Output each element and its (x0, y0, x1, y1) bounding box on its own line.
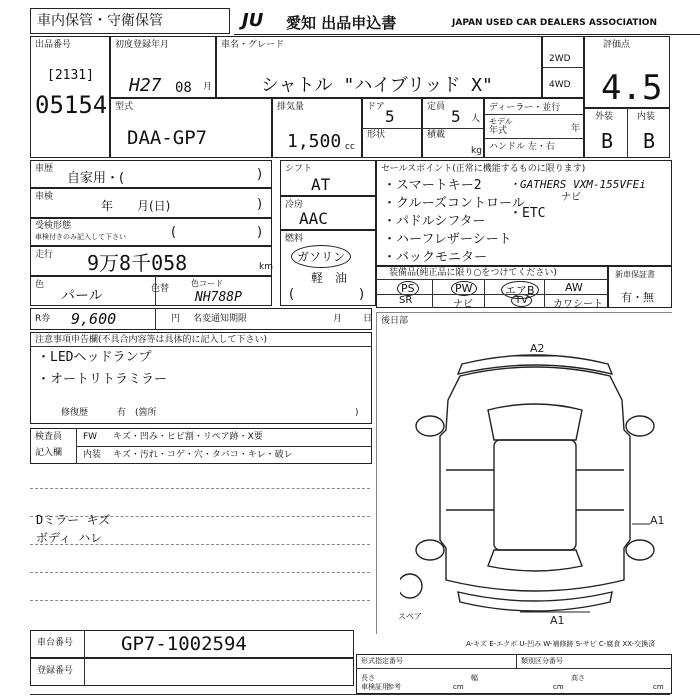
first-reg-year: H27 (129, 75, 162, 96)
shift-box (280, 160, 376, 196)
acceptance-row: 受検形態 車検付きのみ記入して下さい ( ) (30, 218, 272, 246)
history-row: 車歴 自家用・( ) (30, 160, 272, 188)
equip-ps: PS (397, 281, 419, 296)
mileage-label: 走行 (35, 250, 54, 260)
inspector-label-2: 記入欄 (35, 448, 63, 458)
load-unit: kg (471, 146, 482, 156)
first-reg-label: 初度登録年月 (115, 40, 170, 50)
acceptance-note: 車検付きのみ記入して下さい (35, 233, 126, 241)
capacity-unit: 人 (471, 114, 481, 124)
model-year-label: モデル (489, 117, 513, 126)
selling-points-label: セールスポイント(正常に機能するものに限ります) (381, 164, 586, 174)
fuel-label: 燃料 (285, 234, 304, 244)
drive-2wd: 2WD (549, 54, 571, 64)
inspection-value: 年 月(日) (101, 199, 171, 213)
inspector-interior: 内装 (83, 450, 102, 460)
selling-point-5: ・バックモニター (383, 250, 488, 265)
equip-navi: ナビ (453, 299, 473, 310)
ac-value: AAC (299, 209, 328, 228)
displacement-box (272, 98, 362, 158)
selling-point-3: ・パドルシフター (383, 214, 486, 229)
body-outline (440, 367, 630, 591)
selling-points-box (376, 160, 672, 266)
length-label: 長さ (361, 674, 375, 682)
inspector-row-1: キズ・凹み・ヒビ割・リペア跡・X要 (113, 432, 263, 442)
damage-mark-a2: A2 (530, 342, 545, 355)
equip-sr: SR (399, 295, 413, 306)
classification-label: 類別区分番号 (521, 657, 563, 665)
capacity-label: 定員 (427, 102, 446, 112)
chassis-number: GP7-1002594 (121, 633, 247, 655)
car-name-label: 車名・グレード (221, 40, 285, 50)
displacement-value: 1,500 (287, 131, 342, 152)
inspection-label: 車検 (35, 192, 54, 202)
selling-point-navi: ナビ (561, 192, 581, 203)
inspector-memo-1: Dミラー キズ (36, 513, 111, 527)
first-reg-month-unit: 月 (203, 82, 213, 92)
history-value: 自家用・( (67, 171, 125, 186)
plate-row (30, 658, 354, 686)
handle-label: ハンドル 左・右 (489, 142, 555, 152)
car-name-box (216, 36, 542, 98)
shape-label: 形状 (367, 130, 386, 140)
dimensions-box: 形式指定番号 類別区分番号 長さ 幅 高さ 車検証用 参考 cm cm cm (356, 654, 672, 694)
fuel-gasoline-circled: ガソリン (291, 245, 351, 268)
year-label: 年式 (489, 126, 508, 136)
model-label: 型式 (115, 102, 134, 112)
height-label: 高さ (571, 674, 585, 682)
storage-note: 車内保管・守衛保管 (37, 13, 163, 29)
wheel-front-right (626, 416, 654, 436)
recycle-unit: 円 (171, 314, 181, 324)
damage-legend: A-キズ E-エクボ U-凹み W-補修跡 S-サビ C-腐食 XX-交換済 (466, 640, 656, 648)
color-label: 色 (35, 280, 45, 290)
year-unit: 年 (571, 124, 581, 134)
fuel-box: 燃料 ガソリン 軽 油 ( ) (280, 230, 376, 306)
plate-label: 登録番号 (37, 666, 74, 676)
wheel-front-left (416, 416, 444, 436)
selling-point-navi-model: ・GATHERS VXM-155VFEi (509, 178, 646, 191)
note-2: ・オートリトラミラー (37, 372, 168, 387)
model-box (110, 98, 272, 158)
warranty-label: 新車保証書 (615, 270, 655, 279)
selling-point-4: ・ハーフレザーシート (383, 232, 512, 247)
color-code-label: 色コード (191, 279, 223, 288)
displacement-label: 排気量 (277, 102, 305, 112)
storage-note-box (30, 8, 230, 34)
car-diagram (400, 340, 680, 630)
doors-value: 5 (385, 107, 395, 126)
rear-bumper (458, 592, 612, 611)
exterior-grade: B (601, 129, 614, 153)
mileage-unit: km (259, 262, 273, 272)
note-1: ・LEDヘッドランプ (37, 350, 152, 365)
lot-number: 05154 (35, 91, 108, 119)
roof (494, 440, 576, 550)
equipment-box (376, 266, 608, 308)
equip-aw: AW (565, 281, 583, 294)
reference-label: 参考 (387, 683, 401, 691)
inspector-label: 検査員 (35, 432, 63, 442)
load-label: 積載 (427, 130, 446, 140)
selling-point-etc: ・ETC (509, 206, 546, 221)
shift-label: シフト (285, 164, 313, 174)
color-code-value: NH788P (195, 290, 242, 305)
ac-label: 冷房 (285, 200, 304, 210)
ac-box (280, 196, 376, 230)
grade-value: 4.5 (601, 68, 663, 108)
chassis-row (30, 630, 354, 658)
spare-label: スペア (398, 612, 422, 621)
association-name: JAPAN USED CAR DEALERS ASSOCIATION (452, 18, 657, 28)
equipment-label: 装備品(純正品に限り○をつけてください) (389, 268, 557, 278)
wheel-rear-left (416, 540, 444, 560)
mileage-value: 9万8千058 (87, 251, 188, 275)
car-name-value: シャトル "ハイブリッド X" (261, 75, 493, 96)
inspection-row: 車検 年 月(日) ) (30, 188, 272, 218)
inspector-row-2: キズ・汚れ・コゲ・穴・タバコ・キレ・破レ (113, 450, 293, 460)
recycle-value: 9,600 (71, 310, 117, 328)
interior-label: 内装 (637, 112, 656, 122)
inspector-fw: FW (83, 432, 98, 442)
dealer-box (484, 98, 584, 158)
selling-point-1: ・スマートキー2 (383, 178, 482, 193)
cert-label: 車検証用 (361, 683, 389, 691)
repair-history-label: 修復歴 (61, 408, 89, 418)
lot-number-label: 出品番号 (35, 40, 72, 50)
equip-pw: PW (451, 281, 477, 296)
model-value: DAA-GP7 (127, 127, 208, 149)
color-change-label: 色替 (151, 284, 170, 294)
form-title: 愛知 出品申込書 (286, 14, 397, 32)
width-label: 幅 (471, 674, 478, 682)
grade-label: 評価点 (603, 40, 631, 50)
rear-note-label: 後日部 (381, 316, 409, 326)
lot-sub-number: [2131] (47, 68, 94, 83)
interior-grade: B (643, 129, 656, 153)
history-label: 車歴 (35, 164, 54, 174)
rear-window (488, 550, 582, 571)
color-value: パール (61, 288, 103, 304)
acceptance-label: 受検形態 (35, 221, 72, 231)
doors-label: ドア (367, 102, 385, 112)
warranty-value: 有・無 (621, 291, 654, 304)
recycle-label: R券 (35, 314, 51, 324)
color-row (30, 276, 272, 306)
header-logo-area (234, 8, 700, 35)
inspector-memo-2: ボディ ハレ (36, 531, 103, 545)
form-designation-label: 形式指定番号 (361, 657, 403, 665)
exterior-label: 外装 (595, 112, 614, 122)
wheel-rear-right (626, 540, 654, 560)
grade-box (584, 36, 670, 108)
displacement-unit: cc (345, 142, 355, 152)
capacity-value: 5 (451, 107, 461, 126)
equip-leather: カワシート (553, 299, 603, 310)
spare-tire (400, 574, 422, 598)
notes-label: 注意事項申告欄(不具合内容等は具体的に記入して下さい) (35, 335, 268, 345)
equip-airbag: エアB (501, 281, 539, 299)
lot-number-box (30, 36, 110, 158)
first-reg-month: 08 (175, 80, 192, 96)
selling-point-2: ・クルーズコントロール (383, 196, 525, 211)
mileage-row (30, 246, 272, 276)
dealer-label: ディーラー・並行 (489, 103, 561, 113)
shift-value: AT (311, 175, 331, 194)
repair-history-value: 有 (117, 408, 127, 418)
fuel-diesel: 軽 油 (311, 271, 348, 285)
windshield (488, 404, 582, 440)
equip-tv: TV (511, 294, 532, 307)
damage-mark-a1-side: A1 (650, 514, 665, 527)
damage-mark-a1-rear: A1 (550, 614, 565, 627)
tax-deadline-label: 名変通知期限 (193, 314, 248, 324)
chassis-label: 車台番号 (37, 638, 74, 648)
warranty-box (608, 266, 672, 308)
recycle-row: R券 9,600 円 名変通知期限 月 日 (30, 308, 372, 330)
ju-logo: JU (242, 10, 264, 31)
drive-4wd: 4WD (549, 80, 571, 90)
notes-box: 注意事項申告欄(不具合内容等は具体的に記入して下さい) ・LEDヘッドランプ ・オートリトラミラー 修復歴 有 (箇所 ) (30, 332, 372, 424)
first-registration-box (110, 36, 216, 98)
